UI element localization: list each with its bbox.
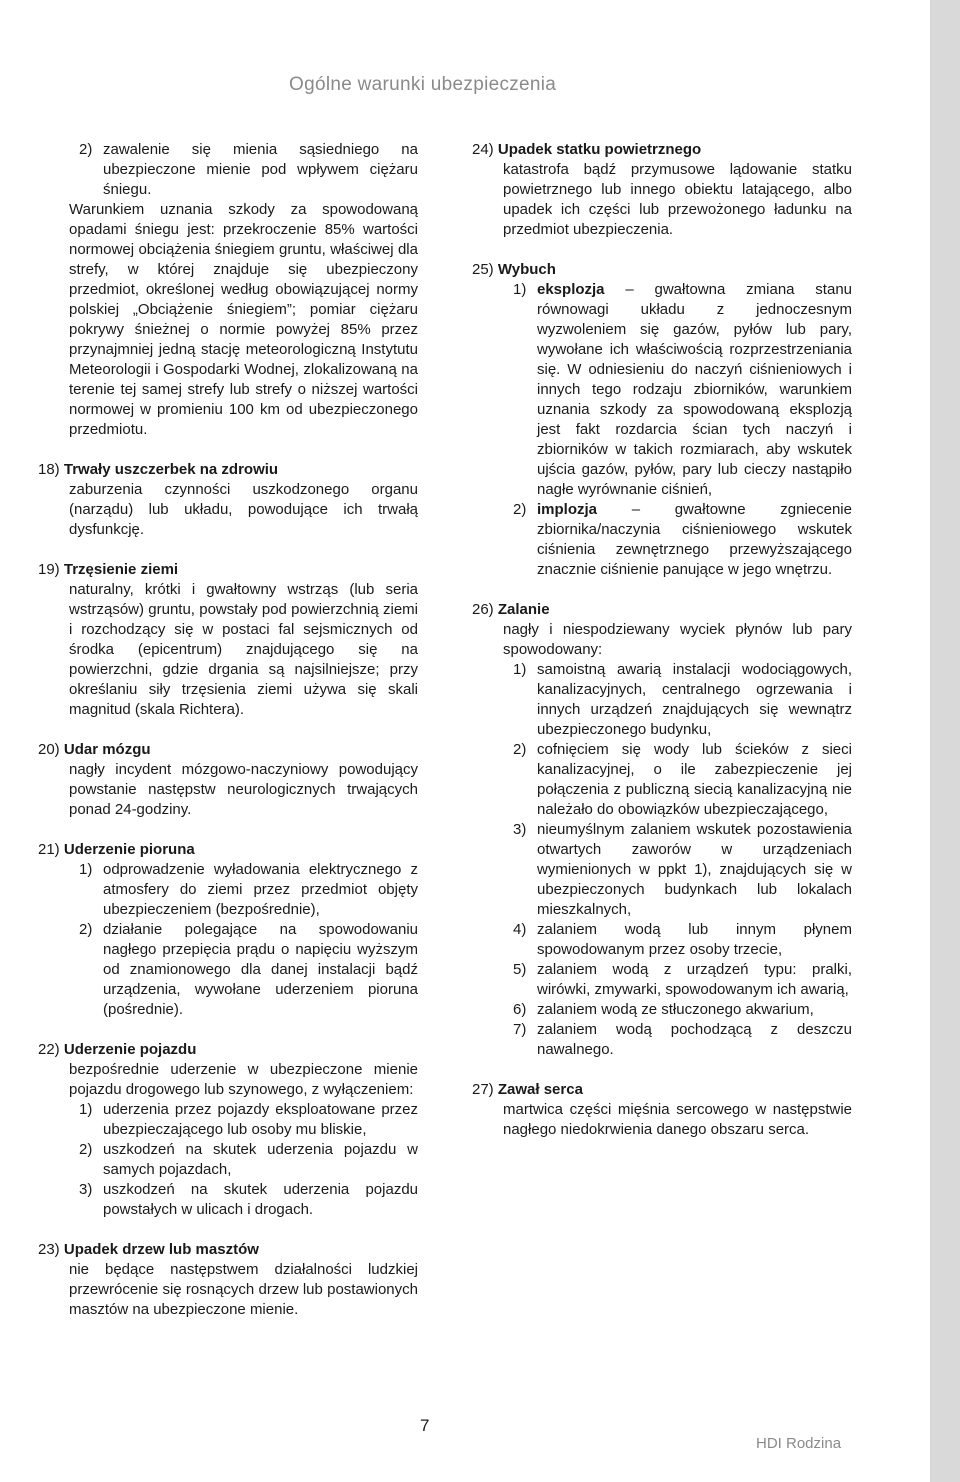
section-18: 18) Trwały uszczerbek na zdrowiu zaburzenia czynności uszkodzonego organu (narządu) lub układu, powodujące ich trwałą dysfunkcję. <box>38 461 418 538</box>
list-item: 5) zalaniem wodą z urządzeń typu: pralki, wirówki, zmywarki, spowodowanym ich awarią, <box>513 961 852 998</box>
list-item: 2) cofnięciem się wody lub ścieków z sieci kanalizacyjnej, o ile zabezpieczenie jej połączenia z publiczną siecią kanalizacyjną nie należało do obowiązków ubezpieczającego, <box>513 741 852 818</box>
right-column <box>472 140 852 1160</box>
section-title: Upadek statku powietrznego <box>497 141 702 158</box>
list-item: 2) zawalenie się mienia sąsiedniego na ubezpieczone mienie pod wpływem ciężaru śniegu. <box>79 141 418 198</box>
list-item: 2) uszkodzeń na skutek uderzenia pojazdu w samych pojazdach, <box>79 1141 418 1178</box>
list-item: 1) eksplozja – gwałtowna zmiana stanu równowagi układu z jednoczesnym wyzwoleniem się gazów, pyłów lub pary, wywołane ich właściwością rozprzestrzeniania się. W odniesieniu do naczyń ciśnieniowych i innych tego rodzaju zbiorników, warunkiem uznania szkody za spowodowaną eksplozją jest fakt rozdarcia ścian tych naczyń i zbiorników w takich rozmiarach, aby wskutek ujścia gazów, pyłów, pary lub cieczy nastąpiło nagłe wyrównanie ciśnień, <box>513 281 852 498</box>
section-title: Upadek drzew lub masztów <box>63 1241 259 1258</box>
section-title: Uderzenie pojazdu <box>63 1041 197 1058</box>
section-title: Zalanie <box>497 601 550 618</box>
section-17-continuation <box>38 140 418 440</box>
left-column <box>38 140 418 1340</box>
section-title: Trwały uszczerbek na zdrowiu <box>63 461 279 478</box>
list-item: 1) uderzenia przez pojazdy eksploatowane przez ubezpieczającego lub osoby mu bliskie, <box>79 1101 418 1138</box>
section-19: 19) Trzęsienie ziemi naturalny, krótki i gwałtowny wstrząs (lub seria wstrząsów) gruntu, powstały pod powierzchnią ziemi i rozchodzący się w postaci fal sejsmicznych od środka (epicentrum) znajdującego się na powierzchni, gdzie drgania są najsilniejsze; przy określaniu siły trzęsienia ziemi używa się skali magnitud (skala Richtera). <box>38 561 418 718</box>
side-bar <box>930 0 960 1482</box>
section-title: Udar mózgu <box>63 741 151 758</box>
list-item: 7) zalaniem wodą pochodzącą z deszczu nawalnego. <box>513 1021 852 1058</box>
section-21: 21) Uderzenie pioruna 1) odprowadzenie wyładowania elektrycznego z atmosfery do ziemi przez przedmiot objęty ubezpieczeniem (bezpośrednie), 2) działanie polegające na spowodowaniu nagłego przepięcia prądu o napięciu wyższym od znamionowego dla danej instalacji bądź urządzenia, wywołane uderzeniem pioruna (pośrednie). <box>38 841 418 1018</box>
list-item: 3) nieumyślnym zalaniem wskutek pozostawienia otwartych zaworów w urządzeniach wymienionych w ppkt 1), znajdujących się w ubezpieczonych budynkach lub lokalach mieszkalnych, <box>513 821 852 918</box>
page-header: Ogólne warunki ubezpieczenia <box>289 74 557 95</box>
brand-name: HDI Rodzina <box>756 1435 842 1452</box>
list-item: 1) odprowadzenie wyładowania elektrycznego z atmosfery do ziemi przez przedmiot objęty ubezpieczeniem (bezpośrednie), <box>79 861 418 918</box>
page-number: 7 <box>420 1416 430 1435</box>
section-title: Uderzenie pioruna <box>63 841 195 858</box>
section-26: 26) Zalanie nagły i niespodziewany wyciek płynów lub pary spowodowany: 1) samoistną awarią instalacji wodociągowych, kanalizacyjnych, centralnego ogrzewania i innych urządzeń znajdujących się wewnątrz ubezpieczonego budynku, 2) cofnięciem się wody lub ścieków z sieci kanalizacyjnej, o ile zabezpieczenie jej połączenia z publiczną siecią kanalizacyjną nie należało do obowiązków ubezpieczającego, 3) nieumyślnym zalaniem wskutek pozostawienia otwartych zaworów w urządzeniach wymienionych w ppkt 1), znajdujących się w ubezpieczonych budynkach lub lokalach mieszkalnych, 4) zalaniem wodą lub innym płynem spowodowanym przez osoby trzecie, 5) zalaniem wodą z urządzeń typu: pralki, wirówki, zmywarki, spowodowanym ich awarią, 6) zalaniem wodą ze stłuczonego akwarium, 7) zalaniem wodą pochodzącą z deszczu nawalnego. <box>472 601 852 1058</box>
list-item: 2) działanie polegające na spowodowaniu nagłego przepięcia prądu o napięciu wyższym od znamionowego dla danej instalacji bądź urządzenia, wywołane uderzeniem pioruna (pośrednie). <box>79 921 418 1018</box>
section-title: Trzęsienie ziemi <box>63 561 179 578</box>
paragraph: Warunkiem uznania szkody za spowodowaną opadami śniegu jest: przekroczenie 85% wartości normowej obciążenia śniegiem gruntu, właściwej dla strefy, w której znajduje się ubezpieczony przedmiot, określonej według obowiązującej normy polskiej „Obciążenie śniegiem”; pomiar ciężaru pokrywy śnieżnej o normie powyżej 85% przez przynajmniej jedną stację meteorologiczną Instytutu Meteorologii i Gospodarki Wodnej, zlokalizowaną na terenie tej samej strefy lub strefy o niższej wartości normowej w promieniu 100 km od ubezpieczonego przedmiotu. <box>69 201 418 438</box>
list-item: 2) implozja – gwałtowne zgniecenie zbiornika/naczynia ciśnieniowego wskutek ciśnienia zewnętrznego przewyższającego znacznie ciśnienie panujące w jego wnętrzu. <box>513 501 852 578</box>
section-27: 27) Zawał serca martwica części mięśnia sercowego w następstwie nagłego niedokrwienia danego obszaru serca. <box>472 1081 852 1138</box>
section-24: 24) Upadek statku powietrznego katastrofa bądź przymusowe lądowanie statku powietrznego lub innego obiektu latającego, albo upadek ich części lub przewożonego ładunku na przedmiot ubezpieczenia. <box>472 141 852 238</box>
list-item: 1) samoistną awarią instalacji wodociągowych, kanalizacyjnych, centralnego ogrzewania i innych urządzeń znajdujących się wewnątrz ubezpieczonego budynku, <box>513 661 852 738</box>
section-title: Wybuch <box>497 261 556 278</box>
section-20: 20) Udar mózgu nagły incydent mózgowo-naczyniowy powodujący powstanie następstw neurologicznych trwających ponad 24-godziny. <box>38 741 418 818</box>
section-25: 25) Wybuch 1) eksplozja – gwałtowna zmiana stanu równowagi układu z jednoczesnym wyzwoleniem się gazów, pyłów lub pary, wywołane ich właściwością rozprzestrzeniania się. W odniesieniu do naczyń ciśnieniowych i innych tego rodzaju zbiorników, warunkiem uznania szkody za spowodowaną eksplozją jest fakt rozdarcia ścian tych naczyń i zbiorników w takich rozmiarach, aby wskutek ujścia gazów, pyłów, pary lub cieczy nastąpiło nagłe wyrównanie ciśnień, 2) implozja – gwałtowne zgniecenie zbiornika/naczynia ciśnieniowego wskutek ciśnienia zewnętrznego przewyższającego znacznie ciśnienie panujące w jego wnętrzu. <box>472 261 852 578</box>
list-item: 4) zalaniem wodą lub innym płynem spowodowanym przez osoby trzecie, <box>513 921 852 958</box>
section-22: 22) Uderzenie pojazdu bezpośrednie uderzenie w ubezpieczone mienie pojazdu drogowego lub szynowego, z wyłączeniem: 1) uderzenia przez pojazdy eksploatowane przez ubezpieczającego lub osoby mu bliskie, 2) uszkodzeń na skutek uderzenia pojazdu w samych pojazdach, 3) uszkodzeń na skutek uderzenia pojazdu powstałych w ulicach i drogach. <box>38 1041 418 1218</box>
section-23: 23) Upadek drzew lub masztów nie będące następstwem działalności ludzkiej przewrócenie się rosnących drzew lub postawionych masztów na ubezpieczone mienie. <box>38 1241 418 1318</box>
section-title: Zawał serca <box>497 1081 583 1098</box>
list-item: 6) zalaniem wodą ze stłuczonego akwarium, <box>513 1001 814 1018</box>
list-item: 3) uszkodzeń na skutek uderzenia pojazdu powstałych w ulicach i drogach. <box>79 1181 418 1218</box>
